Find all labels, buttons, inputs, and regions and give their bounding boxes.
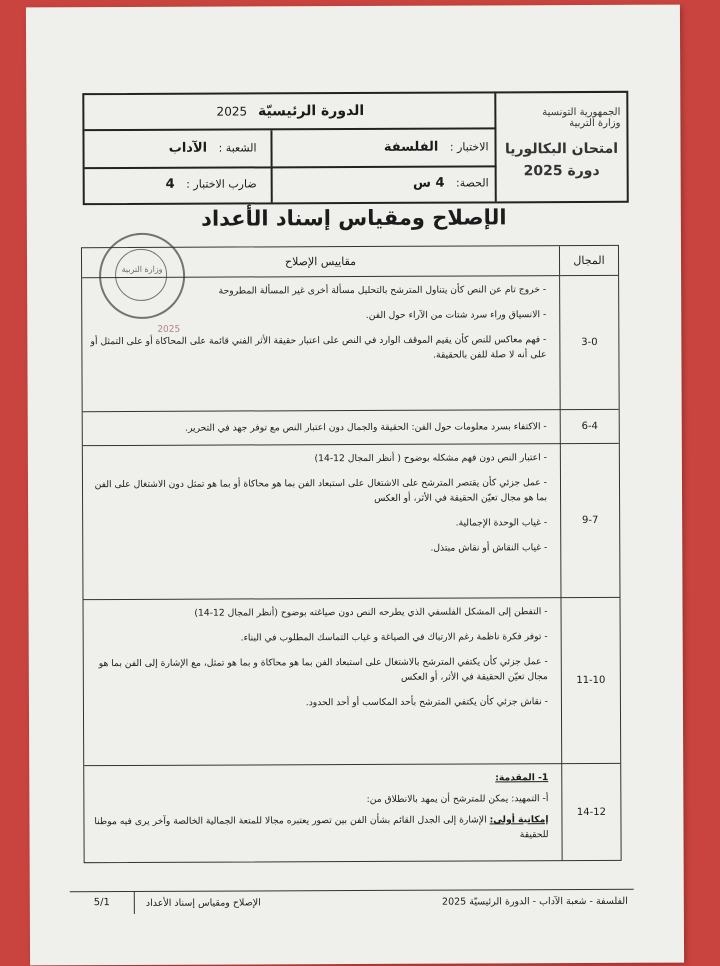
section-value: الآداب bbox=[168, 140, 208, 156]
header-row-subject bbox=[84, 129, 496, 169]
domain-range: 3-0 bbox=[581, 336, 598, 349]
criteria-cell bbox=[82, 276, 559, 411]
domain-range: 14-12 bbox=[576, 806, 606, 818]
table-row bbox=[84, 764, 620, 862]
duration-value: 4 س bbox=[412, 175, 445, 191]
section-cell: الشعبة : الآداب bbox=[168, 140, 257, 156]
exam-header bbox=[82, 91, 628, 205]
date-stamp: 2025 bbox=[157, 324, 181, 335]
subject-value: الفلسفة bbox=[383, 139, 439, 155]
session-year: دورة 2025 bbox=[523, 162, 600, 180]
domain-range: 6-4 bbox=[581, 420, 598, 433]
criteria-item: أ- التمهيد: يمكن للمترشح أن يمهد بالانطلاق من: bbox=[366, 793, 549, 805]
page-number: 5/1 bbox=[70, 892, 135, 914]
header-row-duration bbox=[85, 165, 497, 203]
domain-range: 11-10 bbox=[576, 674, 606, 687]
republic-label: الجمهورية التونسية bbox=[542, 106, 621, 119]
criteria-item: - فهم معاكس للنص كأن يقيم الموقف الوارد في النص على اعتبار حقيقة الأثر الفني قائمة على المحاكاة أو على التمثل أو على أنه لا صلة للفن بالحقيقة. bbox=[90, 334, 547, 361]
official-stamp: وزارة التربية bbox=[99, 233, 185, 319]
table-row bbox=[83, 444, 620, 600]
page-title: الإصلاح ومقياس إسناد الأعداد bbox=[201, 205, 507, 231]
session-type: الدورة الرئيسيّة 2025 bbox=[84, 93, 496, 131]
possibility-label: إمكانية أولى: bbox=[489, 814, 549, 826]
coef-cell: ضارب الاختبار : 4 bbox=[165, 176, 257, 192]
grading-table bbox=[81, 245, 622, 863]
criteria-item: - عمل جزئي كأن يكتفي المترشح بالاشتغال على استبعاد الفن بما هو محاكاة و بما هو تمثل، مع الإشارة إلى الفن بما هو مجال تعيّن الحقيقة في الأثر، أو العكس bbox=[98, 656, 548, 683]
criteria-item: - الانسياق وراء سرد شتات من الآراء حول الفن. bbox=[365, 309, 547, 321]
column-header-domain: المجال bbox=[560, 246, 618, 276]
criteria-item: - توفر فكرة ناظمة رغم الارتباك في الصياغة و غياب التماسك المطلوب في البناء. bbox=[240, 631, 548, 644]
exam-sheet bbox=[26, 5, 684, 966]
criteria-cell bbox=[83, 410, 559, 445]
criteria-item: - نقاش جزئي كأن يكتفي المترشح بأحد المكاسب أو أحد الحدود. bbox=[305, 696, 548, 709]
table-row bbox=[84, 598, 621, 766]
criteria-item: - عمل جزئي كأن يقتصر المترشح على الاشتغال على استبعاد الفن بما هو محاكاة أو بما هو تمثل دون الاشتغال على الفن بما هو مجال تعيّن الحقيقة في الأثر، أو العكس bbox=[94, 477, 548, 504]
coef-value: 4 bbox=[165, 176, 175, 192]
footer-subject: الفلسفة - شعبة الآداب - الدورة الرئيسيّة 2025 bbox=[441, 895, 628, 908]
column-header-criteria: مقاييس الإصلاح bbox=[82, 246, 559, 278]
criteria-item bbox=[92, 812, 548, 844]
ministry-label: وزارة التربية bbox=[569, 117, 621, 130]
criteria-item: - التفطن إلى المشكل الفلسفي الذي يطرحه النص دون صياغته بوضوح (أنظر المجال 12-14) bbox=[194, 606, 548, 619]
page-footer bbox=[70, 889, 634, 914]
header-ministry-block bbox=[494, 93, 626, 202]
criteria-item: - اعتبار النص دون فهم مشكله بوضوح ( أنظر المجال 12-14) bbox=[314, 452, 547, 465]
criteria-item: - غياب النقاش أو نقاش مبتذل. bbox=[430, 542, 548, 554]
table-row bbox=[83, 410, 619, 446]
criteria-cell bbox=[84, 764, 560, 862]
criteria-cell bbox=[83, 444, 560, 599]
criteria-item: - خروج تام عن النص كأن يتناول المترشح بالتحليل مسألة أخرى غير المسألة المطروحة bbox=[218, 284, 547, 297]
criteria-item: - الاكتفاء بسرد معلومات حول الفن: الحقيقة والجمال دون اعتبار النص مع توفر جهد في التحرير. bbox=[184, 421, 547, 434]
criteria-item: - غياب الوحدة الإجمالية. bbox=[455, 517, 548, 529]
section-heading: 1- المقدمة: bbox=[495, 772, 549, 784]
exam-name: امتحان البكالوريا bbox=[504, 140, 619, 158]
duration-cell: الحصة: 4 س bbox=[271, 165, 497, 202]
criteria-cell bbox=[84, 598, 561, 765]
table-row bbox=[82, 276, 619, 412]
possibility-text: الإشارة إلى الجدل القائم بشأن الفن بين تصور يعتبره مجالا للمتعة الجمالية الخالصة وآخر يرى فيه موطنا للحقيقة bbox=[94, 814, 549, 841]
footer-title: الإصلاح ومقياس إسناد الأعداد bbox=[145, 897, 261, 909]
domain-range: 9-7 bbox=[581, 514, 599, 527]
subject-cell: الاختبار : الفلسفة bbox=[270, 129, 496, 166]
